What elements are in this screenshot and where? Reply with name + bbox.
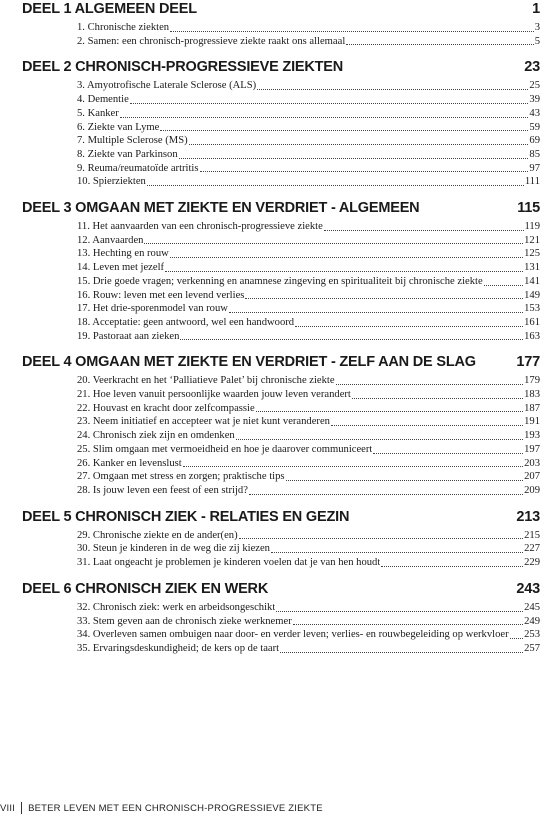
dot-leader — [144, 234, 523, 244]
chapter-entry — [77, 289, 540, 303]
dot-leader — [280, 643, 523, 653]
chapter-page-number: 179 — [524, 375, 540, 387]
part-title: DEEL 2 CHRONISCH-PROGRESSIEVE ZIEKTEN — [22, 59, 344, 76]
part-page-number: 1 — [532, 1, 540, 17]
dot-leader — [130, 94, 529, 104]
chapter-page-number: 111 — [524, 176, 540, 188]
chapter-entry — [77, 148, 540, 162]
page-footer — [0, 801, 323, 815]
chapter-title: 13. Hechting en rouw — [77, 248, 169, 260]
chapter-title: 9. Reuma/reumatoïde artritis — [77, 162, 199, 174]
chapter-list — [22, 601, 540, 656]
chapter-page-number: 85 — [529, 148, 540, 160]
chapter-page-number: 187 — [524, 402, 540, 414]
chapter-title: 14. Leven met jezelf — [77, 262, 165, 274]
chapter-title: 28. Is jouw leven een feest of een strijd? — [77, 484, 248, 496]
dot-leader — [236, 430, 523, 440]
chapter-title: 35. Ervaringsdeskundigheid; de kers op de taart — [77, 642, 280, 654]
part-title: DEEL 6 CHRONISCH ZIEK EN WERK — [22, 580, 269, 597]
chapter-page-number: 245 — [524, 601, 540, 613]
dot-leader — [293, 615, 523, 625]
chapter-list — [22, 220, 540, 343]
chapter-page-number: 5 — [534, 35, 540, 47]
chapter-page-number: 119 — [524, 221, 540, 233]
dot-leader — [189, 135, 529, 145]
chapter-page-number: 69 — [529, 135, 540, 147]
chapter-title: 23. Neem initiatief en accepteer wat je niet kunt veranderen — [77, 416, 330, 428]
dot-leader — [160, 121, 528, 131]
toc-part — [22, 353, 540, 497]
chapter-entry — [77, 302, 540, 316]
chapter-title: 34. Overleven samen ombuigen naar door- en verder leven; verlies- en rouwbegeleiding op werkvloer — [77, 629, 509, 641]
chapter-entry — [77, 628, 540, 642]
toc-part — [22, 199, 540, 343]
chapter-page-number: 215 — [524, 529, 540, 541]
chapter-entry — [77, 21, 540, 35]
dot-leader — [179, 149, 529, 159]
chapter-page-number: 227 — [524, 543, 540, 555]
chapter-page-number: 209 — [524, 484, 540, 496]
chapter-title: 16. Rouw: leven met een levend verlies — [77, 289, 245, 301]
chapter-title: 12. Aanvaarden — [77, 234, 144, 246]
chapter-page-number: 197 — [524, 443, 540, 455]
dot-leader — [295, 317, 523, 327]
chapter-title: 10. Spierziekten — [77, 176, 146, 188]
footer-divider — [21, 802, 22, 814]
toc-part — [22, 580, 540, 656]
dot-leader — [336, 375, 524, 385]
part-heading — [22, 199, 540, 217]
chapter-entry — [77, 542, 540, 556]
footer-book-title: BETER LEVEN MET EEN CHRONISCH-PROGRESSIEVE ZIEKTE — [28, 802, 323, 814]
chapter-entry — [77, 402, 540, 416]
chapter-title: 8. Ziekte van Parkinson — [77, 148, 178, 160]
chapter-entry — [77, 374, 540, 388]
chapter-title: 33. Stem geven aan de chronisch zieke werknemer — [77, 615, 292, 627]
chapter-entry — [77, 556, 540, 570]
chapter-title: 11. Het aanvaarden van een chronisch-progressieve ziekte — [77, 221, 323, 233]
dot-leader — [484, 276, 523, 286]
part-title: DEEL 4 OMGAAN MET ZIEKTE EN VERDRIET - ZELF AAN DE SLAG — [22, 354, 476, 371]
part-heading — [22, 353, 540, 371]
dot-leader — [245, 289, 523, 299]
chapter-page-number: 125 — [524, 248, 540, 260]
part-heading — [22, 508, 540, 526]
chapter-entry — [77, 429, 540, 443]
chapter-page-number: 183 — [524, 389, 540, 401]
chapter-page-number: 3 — [534, 22, 540, 33]
toc-part — [22, 508, 540, 570]
chapter-title: 29. Chronische ziekte en de ander(en) — [77, 529, 238, 541]
part-title: DEEL 1 ALGEMEEN DEEL — [22, 1, 197, 17]
part-title: DEEL 5 CHRONISCH ZIEK - RELATIES EN GEZIN — [22, 508, 350, 525]
chapter-list — [22, 79, 540, 189]
dot-leader — [180, 330, 523, 340]
part-heading — [22, 58, 540, 76]
chapter-entry — [77, 443, 540, 457]
chapter-page-number: 163 — [524, 330, 540, 342]
part-heading — [22, 0, 540, 18]
chapter-entry — [77, 330, 540, 344]
chapter-page-number: 141 — [524, 275, 540, 287]
part-title: DEEL 3 OMGAAN MET ZIEKTE EN VERDRIET - ALGEMEEN — [22, 200, 420, 217]
chapter-title: 3. Amyotrofische Laterale Sclerose (ALS) — [77, 80, 257, 92]
dot-leader — [120, 108, 529, 118]
chapter-title: 5. Kanker — [77, 107, 119, 119]
part-page-number: 213 — [516, 508, 540, 525]
dot-leader — [200, 162, 529, 172]
chapter-title: 18. Acceptatie: geen antwoord, wel een handwoord — [77, 316, 295, 328]
footer-page-number: VIII — [0, 802, 16, 814]
dot-leader — [229, 303, 523, 313]
chapter-entry — [77, 388, 540, 402]
chapter-title: 15. Drie goede vragen; verkenning en anamnese zingeving en spiritualiteit bij chronische ziekte — [77, 275, 483, 287]
chapter-title: 19. Pastoraat aan zieken — [77, 330, 180, 342]
chapter-title: 24. Chronisch ziek zijn en omdenken — [77, 430, 235, 442]
chapter-title: 30. Steun je kinderen in de weg die zij kiezen — [77, 543, 270, 555]
part-page-number: 177 — [516, 354, 540, 371]
dot-leader — [352, 389, 523, 399]
chapter-entry — [77, 601, 540, 615]
dot-leader — [271, 543, 523, 553]
chapter-entry — [77, 121, 540, 135]
chapter-title: 1. Chronische ziekten — [77, 22, 170, 33]
chapter-page-number: 121 — [524, 234, 540, 246]
dot-leader — [510, 629, 523, 639]
dot-leader — [286, 471, 524, 481]
chapter-entry — [77, 316, 540, 330]
chapter-entry — [77, 484, 540, 498]
chapter-entry — [77, 470, 540, 484]
chapter-entry — [77, 457, 540, 471]
toc-part — [22, 58, 540, 189]
chapter-page-number: 253 — [524, 629, 540, 641]
chapter-page-number: 153 — [524, 303, 540, 315]
chapter-page-number: 257 — [524, 642, 540, 654]
chapter-entry — [77, 642, 540, 656]
chapter-entry — [77, 162, 540, 176]
chapter-entry — [77, 247, 540, 261]
dot-leader — [256, 402, 523, 412]
chapter-list — [22, 21, 540, 48]
dot-leader — [257, 80, 528, 90]
chapter-page-number: 59 — [529, 121, 540, 133]
chapter-title: 25. Slim omgaan met vermoeidheid en hoe je daarover communiceert — [77, 443, 373, 455]
dot-leader — [165, 262, 523, 272]
chapter-title: 7. Multiple Sclerose (MS) — [77, 135, 188, 147]
chapter-page-number: 193 — [524, 430, 540, 442]
chapter-title: 6. Ziekte van Lyme — [77, 121, 160, 133]
chapter-page-number: 39 — [529, 94, 540, 106]
table-of-contents — [22, 0, 540, 656]
chapter-title: 20. Veerkracht en het ‘Palliatieve Palet’ bij chronische ziekte — [77, 375, 335, 387]
dot-leader — [381, 557, 523, 567]
dot-leader — [170, 248, 523, 258]
chapter-entry — [77, 134, 540, 148]
chapter-page-number: 161 — [524, 316, 540, 328]
chapter-page-number: 149 — [524, 289, 540, 301]
part-page-number: 115 — [517, 200, 540, 217]
chapter-entry — [77, 615, 540, 629]
chapter-title: 27. Omgaan met stress en zorgen; praktische tips — [77, 471, 285, 483]
chapter-list — [22, 529, 540, 570]
chapter-page-number: 97 — [529, 162, 540, 174]
chapter-entry — [77, 415, 540, 429]
chapter-entry — [77, 107, 540, 121]
chapter-entry — [77, 35, 540, 49]
chapter-entry — [77, 220, 540, 234]
chapter-page-number: 25 — [529, 80, 540, 92]
chapter-page-number: 191 — [524, 416, 540, 428]
part-heading — [22, 580, 540, 598]
dot-leader — [324, 221, 524, 231]
chapter-title: 32. Chronisch ziek: werk en arbeidsongeschikt — [77, 601, 276, 613]
chapter-page-number: 229 — [524, 557, 540, 569]
chapter-entry — [77, 275, 540, 289]
chapter-entry — [77, 234, 540, 248]
part-page-number: 23 — [524, 59, 540, 76]
dot-leader — [147, 176, 524, 186]
chapter-title: 4. Dementie — [77, 94, 129, 106]
dot-leader — [346, 35, 533, 45]
dot-leader — [183, 457, 523, 467]
chapter-page-number: 203 — [524, 457, 540, 469]
toc-part — [22, 0, 540, 48]
chapter-entry — [77, 175, 540, 189]
chapter-page-number: 207 — [524, 471, 540, 483]
dot-leader — [239, 529, 524, 539]
dot-leader — [276, 602, 523, 612]
chapter-title: 21. Hoe leven vanuit persoonlijke waarden jouw leven verandert — [77, 389, 351, 401]
dot-leader — [331, 416, 523, 426]
chapter-page-number: 249 — [524, 615, 540, 627]
dot-leader — [373, 444, 523, 454]
chapter-page-number: 43 — [529, 107, 540, 119]
chapter-entry — [77, 79, 540, 93]
chapter-page-number: 131 — [524, 262, 540, 274]
chapter-title: 22. Houvast en kracht door zelfcompassie — [77, 402, 255, 414]
chapter-title: 26. Kanker en levenslust — [77, 457, 182, 469]
dot-leader — [170, 22, 534, 32]
chapter-title: 2. Samen: een chronisch-progressieve ziekte raakt ons allemaal — [77, 35, 346, 47]
chapter-title: 31. Laat ongeacht je problemen je kinderen voelen dat je van hen houdt — [77, 557, 381, 569]
chapter-entry — [77, 261, 540, 275]
part-page-number: 243 — [516, 580, 540, 597]
dot-leader — [249, 485, 523, 495]
chapter-entry — [77, 529, 540, 543]
chapter-title: 17. Het drie-sporenmodel van rouw — [77, 303, 228, 315]
chapter-list — [22, 374, 540, 497]
chapter-entry — [77, 93, 540, 107]
